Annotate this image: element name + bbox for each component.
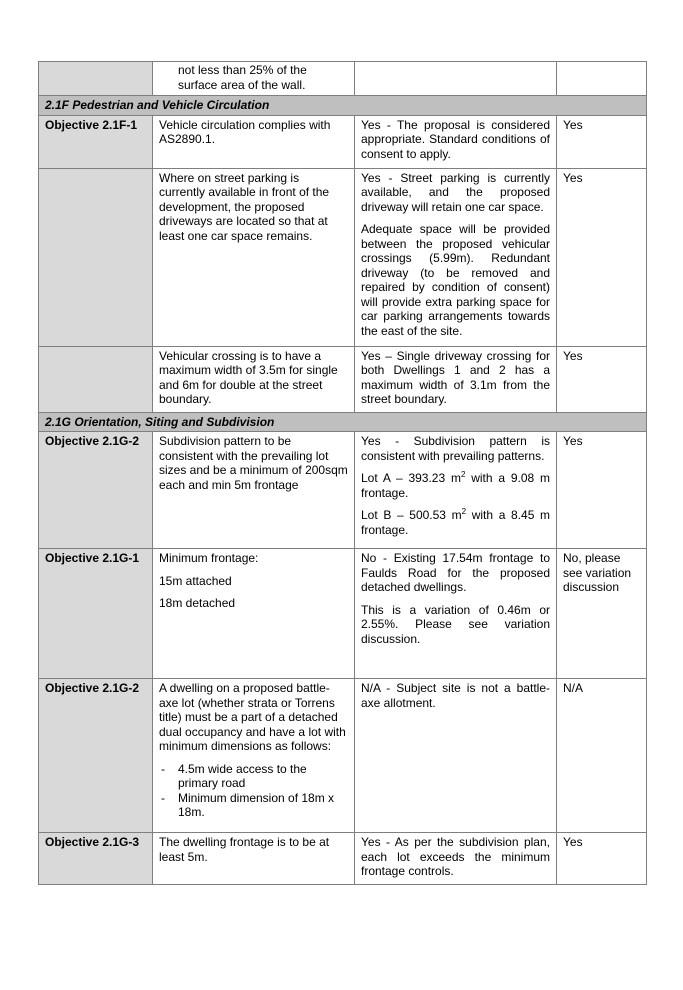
- list-item: - Minimum dimension of 18m x 18m.: [159, 791, 348, 820]
- proposal-text: This is a variation of 0.46m or 2.55%. Please see variation discussion.: [361, 602, 550, 646]
- superscript: 2: [461, 507, 467, 516]
- section-header-row: [39, 412, 647, 432]
- complies-cell: Yes: [557, 346, 647, 412]
- lot-a-frontage: with a 9.08 m frontage.: [361, 471, 550, 500]
- control-cell: Vehicle circulation complies with AS2890.1.: [153, 115, 355, 168]
- proposal-cell: [355, 549, 557, 679]
- control-cell: Vehicular crossing is to have a maximum width of 3.5m for single and 6m for double at the street boundary.: [153, 346, 355, 412]
- complies-cell: N/A: [557, 679, 647, 833]
- proposal-cell: Yes – Single driveway crossing for both Dwellings 1 and 2 has a maximum width of 3.1m from the street boundary.: [355, 346, 557, 412]
- requirements-list: [159, 762, 348, 820]
- compliance-table: [38, 61, 647, 885]
- table-row: [39, 679, 647, 833]
- proposal-cell: Yes - As per the subdivision plan, each lot exceeds the minimum frontage controls.: [355, 833, 557, 885]
- section-heading: 2.1F Pedestrian and Vehicle Circulation: [39, 96, 647, 116]
- objective-cell: Objective 2.1G-2: [39, 679, 153, 833]
- proposal-text: Adequate space will be provided between the proposed vehicular crossings (5.99m). Redundant driveway (to be removed and repaired by condition of consent) will provide extra parking space for car parking arrangements towards the east of the site.: [361, 222, 550, 338]
- objective-cell: [39, 346, 153, 412]
- superscript: 2: [460, 470, 466, 479]
- proposal-text: No - Existing 17.54m frontage to Faulds Road for the proposed detached dwellings.: [361, 551, 550, 594]
- table-row: [39, 62, 647, 96]
- table-row: [39, 346, 647, 412]
- proposal-cell: Yes - The proposal is considered appropriate. Standard conditions of consent to apply.: [355, 115, 557, 168]
- control-cell: The dwelling frontage is to be at least 5m.: [153, 833, 355, 885]
- lot-b-frontage: with a 8.45 m frontage.: [361, 508, 550, 537]
- section-heading: 2.1G Orientation, Siting and Subdivision: [39, 412, 647, 432]
- lot-a-text: [361, 471, 550, 500]
- control-text: surface area of the wall.: [178, 77, 306, 92]
- control-cell: [153, 549, 355, 679]
- control-cell: Where on street parking is currently available in front of the development, the proposed driveways are located so that at least one car space remains.: [153, 168, 355, 346]
- table-row: [39, 432, 647, 549]
- proposal-text: Yes - Subdivision pattern is consistent with prevailing patterns.: [361, 434, 550, 463]
- proposal-cell: [355, 168, 557, 346]
- lot-a-area: Lot A – 393.23 m: [361, 471, 461, 485]
- control-text: 18m detached: [159, 596, 236, 610]
- proposal-cell: N/A - Subject site is not a battle-axe allotment.: [355, 679, 557, 833]
- control-text: 15m attached: [159, 573, 232, 588]
- lot-b-text: [361, 508, 550, 537]
- control-cell: [153, 679, 355, 833]
- control-text: not less than 25% of the: [178, 63, 307, 77]
- control-cell: Subdivision pattern to be consistent with the prevailing lot sizes and be a minimum of 200sqm each and min 5m frontage: [153, 432, 355, 549]
- table-row: [39, 549, 647, 679]
- objective-cell: [39, 168, 153, 346]
- complies-cell: No, please see variation discussion: [557, 549, 647, 679]
- proposal-text: Yes - Street parking is currently available, and the proposed driveway will retain one car space.: [361, 170, 550, 214]
- control-cell: [153, 62, 355, 96]
- control-text: A dwelling on a proposed battle-axe lot (whether strata or Torrens title) must be a part of a detached dual occupancy and have a lot with minimum dimensions as follows:: [159, 681, 346, 753]
- objective-cell: Objective 2.1G-1: [39, 549, 153, 679]
- complies-cell: Yes: [557, 432, 647, 549]
- section-header-row: [39, 96, 647, 116]
- complies-cell: Yes: [557, 833, 647, 885]
- lot-b-area: Lot B – 500.53 m: [361, 508, 462, 522]
- objective-cell: Objective 2.1G-3: [39, 833, 153, 885]
- complies-cell: [557, 62, 647, 96]
- proposal-cell: [355, 62, 557, 96]
- complies-cell: Yes: [557, 168, 647, 346]
- table-row: [39, 168, 647, 346]
- control-text: Minimum frontage:: [159, 551, 259, 565]
- table-row: [39, 115, 647, 168]
- table-row: [39, 833, 647, 885]
- objective-cell: Objective 2.1F-1: [39, 115, 153, 168]
- complies-cell: Yes: [557, 115, 647, 168]
- proposal-cell: [355, 432, 557, 549]
- objective-cell: Objective 2.1G-2: [39, 432, 153, 549]
- list-item: - 4.5m wide access to the primary road: [159, 762, 348, 791]
- objective-cell: [39, 62, 153, 96]
